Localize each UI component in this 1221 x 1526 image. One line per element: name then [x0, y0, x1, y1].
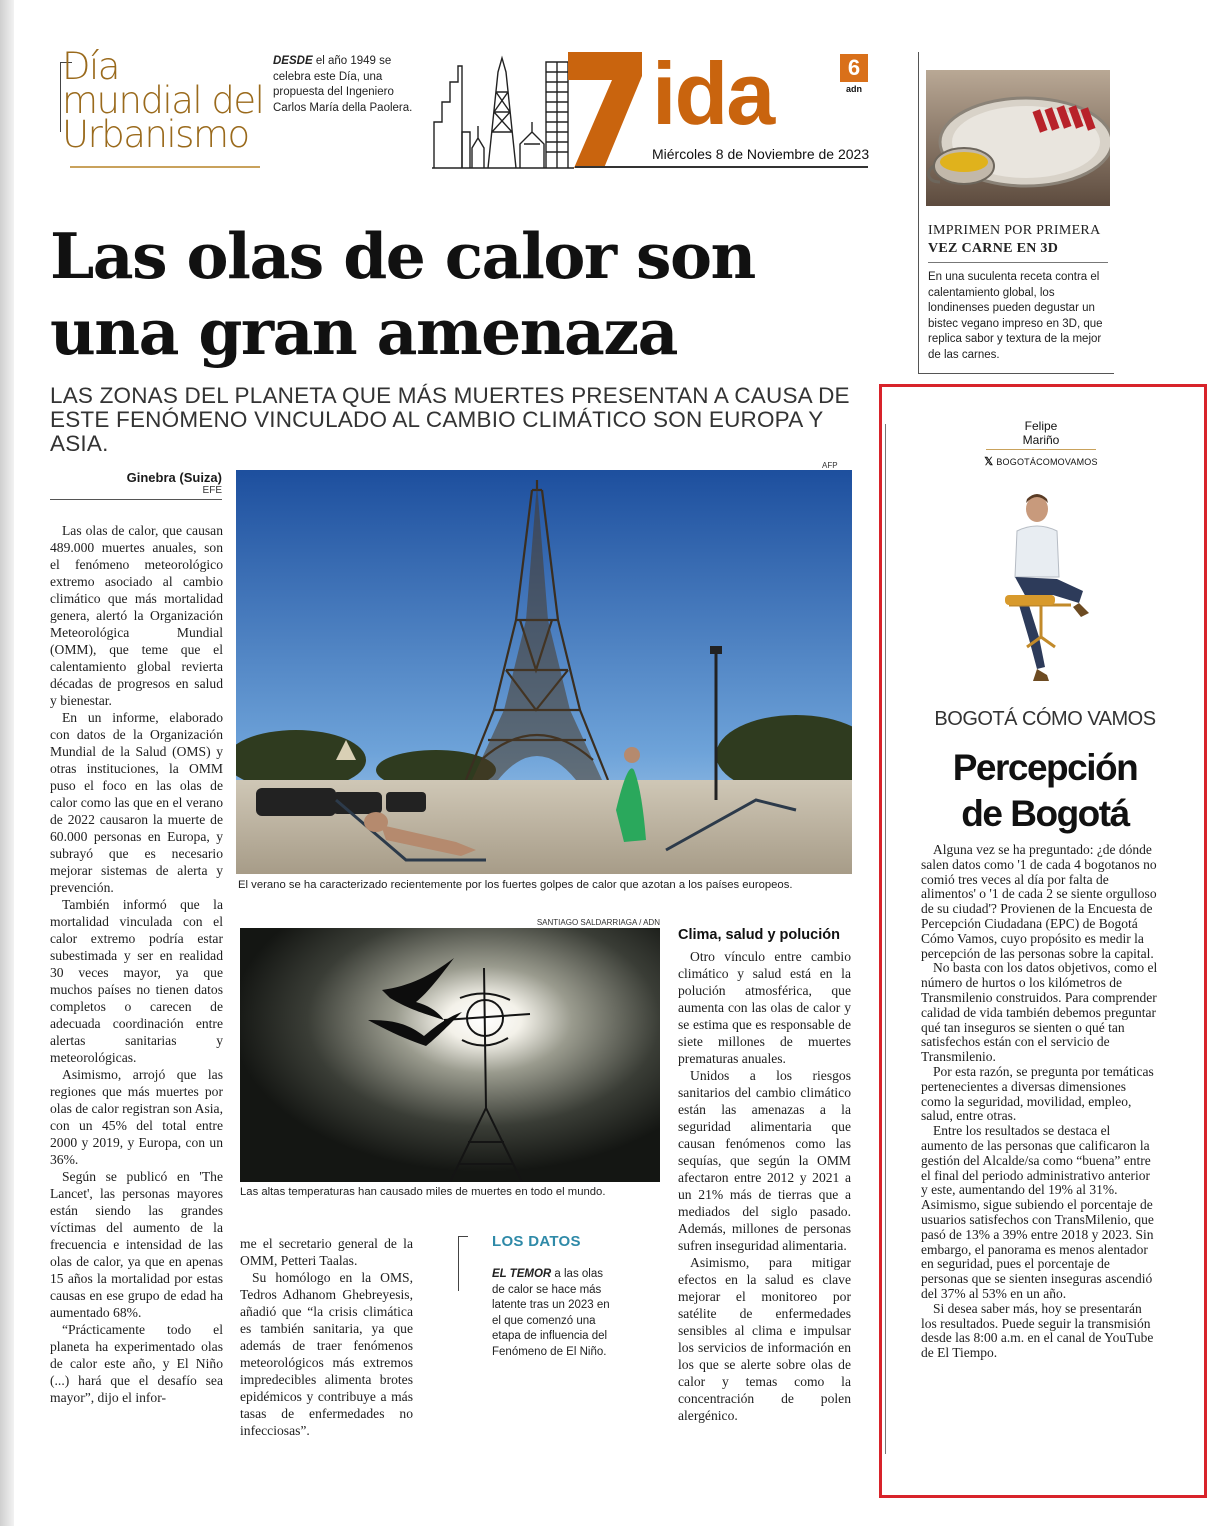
- column-title-line-2: de Bogotá: [961, 793, 1129, 834]
- dateline-rule: [50, 499, 222, 500]
- col3-paragraph: Otro vínculo entre cambio climático y salud está en la polución atmosférica, que aumenta con las olas de calor y se estima que es responsable de siete millones de muertes prematuras anuales.: [678, 949, 851, 1066]
- datos-title: LOS DATOS: [492, 1233, 581, 1250]
- column-paragraph: Alguna vez se ha preguntado: ¿de dónde salen datos como '1 de cada 4 bogotanos no comió tres veces al día por falta de alimentos' o '1 de cada 2 se siente orgulloso de su ciudad'? Provienen de la Encuesta de Percepción Ciudadana (EPC) de Bogotá Cómo Vamos, cuyo propósito es medir la percepción de las personas sobre la capital.: [921, 842, 1157, 961]
- datos-body: a las olas de calor se hace más latente tras un 2023 en el que comenzó una etapa de influencia del Fenómeno de El Niño.: [492, 1268, 610, 1358]
- subsection-title: Clima, salud y polución: [678, 927, 840, 943]
- urbanism-note: [273, 54, 413, 116]
- eiffel-tower-photo: [236, 470, 852, 874]
- subhead-line-1: LAS ZONAS DEL PLANETA QUE MÁS MUERTES PRESENTAN A CAUSA DE: [50, 383, 850, 408]
- teaser-text: En una suculenta receta contra el calentamiento global, los londinenses pueden degustar un bistec vegano impreso en 3D, que replica sabor y textura de la mejor de las carnes.: [928, 271, 1103, 361]
- dateline-city: Ginebra (Suiza): [126, 470, 222, 485]
- urbanism-day-title: [62, 45, 272, 156]
- col1-paragraph: “Prácticamente todo el planeta ha experimentado olas de calor este año, y El Niño (...) hará que el desafío sea mayor”, dijo el infor-: [50, 1322, 223, 1405]
- col1-paragraph: En un informe, elaborado con datos de la Organización Mundial de la Salud (OMS) y otras instituciones, la OMM puso el foco en las olas de calor como las que en el verano de 2022 causaron la muerte de 60.000 personas en Europa, y subrayó que es necesario mejorar sistemas de alerta y prevención.: [50, 710, 223, 895]
- teaser-rule: [928, 262, 1108, 263]
- urbanism-underline: [70, 166, 260, 168]
- datos-text: [492, 1267, 618, 1360]
- column-title-line-1: Percepción: [952, 747, 1138, 788]
- urbanism-title-line-3: Urbanismo: [62, 113, 249, 156]
- column-kicker: BOGOTÁ CÓMO VAMOS: [934, 708, 1156, 730]
- dateline: [50, 470, 222, 496]
- column-paragraph: Si desea saber más, hoy se presentarán los resultados. Puede seguir la transmisión desde las 8:00 a.m. en el canal de YouTube de El Tiempo.: [921, 1300, 1154, 1361]
- datos-lead: EL TEMOR: [492, 1268, 552, 1280]
- teaser-kicker: [928, 222, 1108, 258]
- headline-line-2: una gran amenaza: [50, 295, 677, 369]
- dateline-agency: EFE: [202, 485, 222, 496]
- opinion-column-rule: [885, 424, 886, 1454]
- teaser-kicker-line-1: IMPRIMEN POR PRIMERA: [928, 223, 1101, 238]
- col2-paragraph: Su homólogo en la OMS, Tedros Adhanom Ghebreyesis, añadió que “la crisis climática es también sanitaria, ya que además de traer fenómenos meteorológicos más extremos impredecibles alimenta brotes epidémicos y contribuye a más tasas de enfermedades no infecciosas”.: [240, 1270, 413, 1438]
- col1-paragraph: Las olas de calor, que causan 489.000 muertes anuales, son el fenómeno meteorológico extremo asociado al cambio climático que más mortalidad genera, alertó la Organización Meteorológica Mundial (OMM), que teme que el calentamiento global revierta décadas de progresos en salud y bienestar.: [50, 523, 223, 708]
- article-column-3: [678, 948, 851, 1424]
- article-headline: [50, 218, 850, 370]
- urbanism-title-line-1: Día: [62, 45, 119, 88]
- author-name: [986, 419, 1096, 447]
- col3-paragraph: Unidos a los riesgos sanitarios del cambio climático están las amenazas a la seguridad alimentaria que causan fenómenos como las sequías, que según la OMM afectaron entre 2012 y 2021 a un 21% más de tierras que a mediados del siglo pasado. Además, millones de personas sufren inseguridad alimentaria.: [678, 1068, 851, 1253]
- urbanism-note-lead: DESDE: [273, 55, 313, 67]
- col1-paragraph: Asimismo, arrojó que las regiones que más muertes por olas de calor registran son Asia, con un 45% del total entre 2000 y 2019, y Europa, con un 36%.: [50, 1067, 223, 1167]
- photo1-caption: El verano se ha caracterizado recientemente por los fuertes golpes de calor que azotan a los países europeos.: [238, 879, 793, 891]
- edition-date: Miércoles 8 de Noviembre de 2023: [652, 146, 870, 162]
- author-last-name: Mariño: [1022, 433, 1060, 447]
- urbanism-title-line-2: mundial del: [62, 79, 264, 122]
- author-portrait: [987, 487, 1100, 692]
- article-column-2: [240, 1235, 413, 1439]
- teaser-kicker-line-2: VEZ CARNE EN 3D: [928, 241, 1059, 256]
- headline-line-1: Las olas de calor son: [50, 219, 755, 293]
- datos-bracket: [458, 1236, 468, 1291]
- photo2-caption: Las altas temperaturas han causado miles de muertes en todo el mundo.: [240, 1186, 606, 1198]
- section-name: ida: [652, 44, 774, 143]
- column-body: [921, 843, 1159, 1361]
- author-handle: [966, 455, 1116, 468]
- column-paragraph: No basta con los datos objetivos, como el número de hurtos o los kilómetros de Transmilenio construidos. Para comprender calidad de vida también debemos preguntar qué tan inseguros se sienten o qué tan satisfechos están con el servicio de Transmilenio.: [921, 960, 1158, 1065]
- col1-paragraph: También informó que la mortalidad vinculada con el calor extremo podría estar subestimada y ser en realidad 30 veces mayor, ya que muchos países no tienen datos completos o carecen de adecuada coordinación entre alertas sanitarias y meteorológicas.: [50, 897, 223, 1065]
- col2-paragraph: me el secretario general de la OMM, Petteri Taalas.: [240, 1236, 413, 1268]
- page-number-badge: 6: [840, 54, 868, 82]
- urbanism-note-text: el año 1949 se celebra este Día, una propuesta del Ingeniero Carlos María della Paolera.: [273, 55, 413, 114]
- masthead-rule: [575, 166, 868, 168]
- brand-logo: adn: [845, 84, 862, 94]
- article-column-1: [50, 522, 223, 1406]
- author-first-name: Felipe: [1024, 419, 1058, 433]
- article-subhead: [50, 384, 870, 456]
- author-rule: [986, 449, 1096, 450]
- city-skyline-illustration: [432, 52, 574, 170]
- photo2-credit: SANTIAGO SALDARRIAGA / ADN: [536, 918, 660, 927]
- col1-paragraph: Según se publicó en 'The Lancet', las personas mayores están siendo las grandes víctimas del aumento de la frecuencia e intensidad de las olas de calor, ya que en apenas 15 años la mortalidad por estas causas en ese grupo de edad ha aumentado 68%.: [50, 1169, 223, 1320]
- column-paragraph: Por esta razón, se pregunta por temáticas pertenecientes a diversas dimensiones como la seguridad, movilidad, empleo, salud, entre otras.: [921, 1063, 1154, 1124]
- handle-text: BOGOTÁCOMOVAMOS: [996, 457, 1098, 467]
- birds-cross-sun-photo: [240, 928, 660, 1182]
- x-logo-icon: 𝕏: [984, 456, 994, 468]
- section-seven-logo: [568, 52, 642, 168]
- column-title: [900, 745, 1190, 837]
- column-paragraph: Entre los resultados se destaca el aumento de las personas que calificaron la gestión del Alcalde/sa como “buena” entre el final del periodo administrativo anterior y este, aumentando del 19% al 31%. Asimismo, sigue subiendo el porcentaje de usuarios satisfechos con TransMilenio, que pasó de 13% a 39% entre 2018 y 2023. Sin embargo, el panorama es menos alentador en seguridad, pues el porcentaje de personas que se sienten inseguras ascendió del 37% al 53% en un año.: [921, 1123, 1154, 1301]
- vegan-steak-photo: [926, 70, 1110, 206]
- page-edge-shadow: [0, 0, 14, 1526]
- photo1-credit: AFP: [822, 461, 838, 470]
- col3-paragraph: Asimismo, para mitigar efectos en la salud es clave mejorar el monitoreo por satélite de enfermedades sensibles al clima e impulsar los servicios de información en los que se alerte sobre olas de calor y temas como la concentración de polen alergénico.: [678, 1255, 851, 1423]
- subhead-line-2: ESTE FENÓMENO VINCULADO AL CAMBIO CLIMÁTICO SON EUROPA Y ASIA.: [50, 407, 824, 456]
